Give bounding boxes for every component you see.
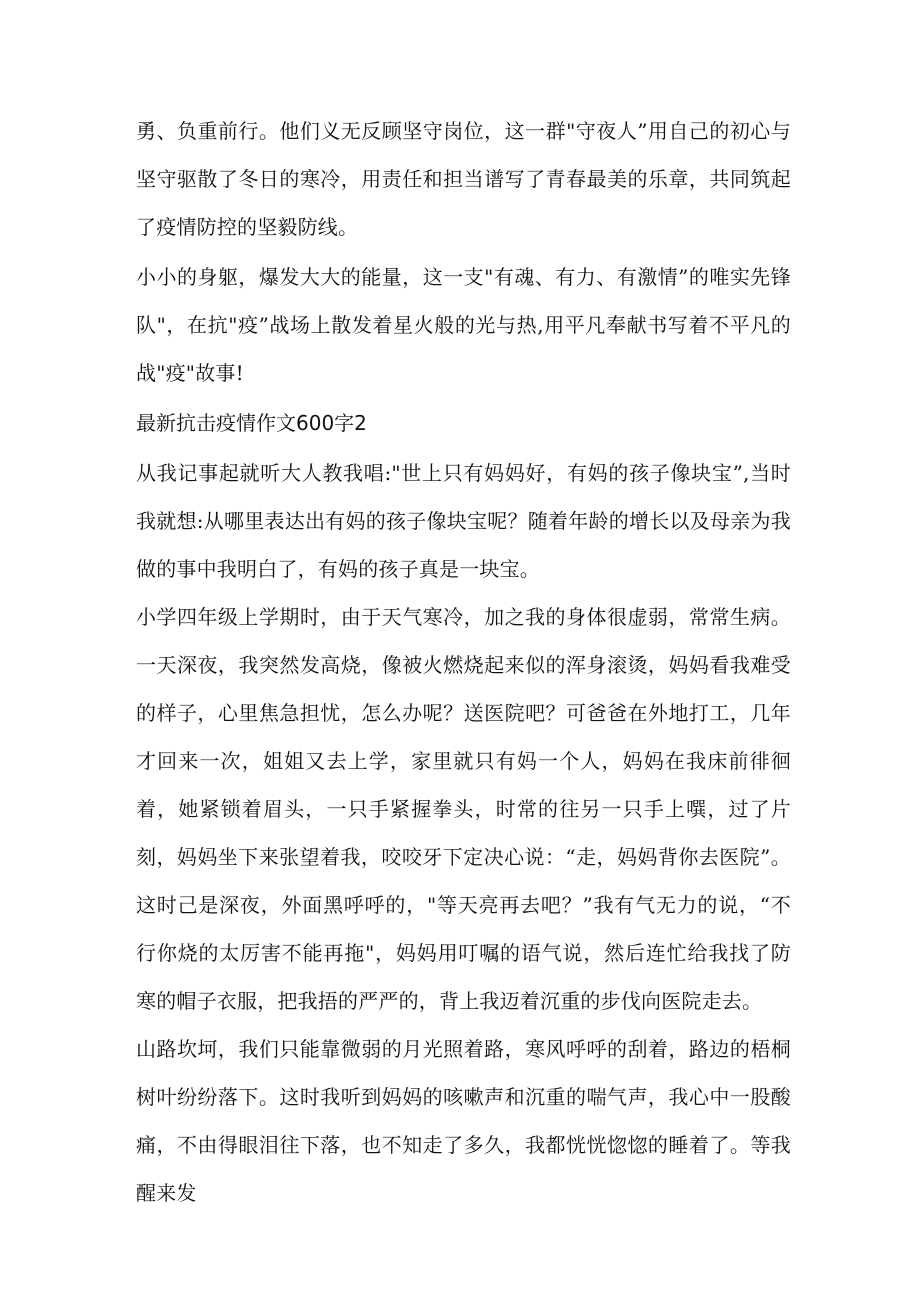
paragraph-1: 勇、负重前行。他们义无反顾坚守岗位，这一群"守夜人”用自己的初心与坚守驱散了冬日的寒冷，用责任和担当谱写了青春最美的乐章，共同筑起了疫情防控的坚毅防线。 <box>136 119 791 239</box>
section-heading: 最新抗击疫情作文600字2 <box>136 411 367 435</box>
paragraph-5: 山路坎坷，我们只能靠微弱的月光照着路，寒风呼呼的刮着，路边的梧桐树叶纷纷落下。这时我听到妈妈的咳嗽声和沉重的喘气声，我心中一股酸痛，不由得眼泪往下落，也不知走了多久，我都恍恍惚惚的睡着了。等我醒来发 <box>136 1037 791 1205</box>
paragraph-2: 小小的身躯，爆发大大的能量，这一支"有魂、有力、有激情”的唯实先锋队"，在抗"疫”战场上散发着星火般的光与热,用平凡奉献书写着不平凡的战"疫"故事! <box>136 265 791 385</box>
paragraph-4: 小学四年级上学期时，由于天气寒冷，加之我的身体很虚弱，常常生病。一天深夜，我突然发高烧，像被火燃烧起来似的浑身滚烫，妈妈看我难受的样子，心里焦急担忧，怎么办呢？送医院吧？可爸爸在外地打工，几年才回来一次，姐姐又去上学，家里就只有妈一个人，妈妈在我床前徘徊着，她紧锁着眉头，一只手紧握拳头，时常的往另一只手上噀，过了片刻，妈妈坐下来张望着我，咬咬牙下定决心说：“走，妈妈背你去医院”。这时己是深夜，外面黑呼呼的，"等天亮再去吧？”我有气无力的说，“不行你烧的太厉害不能再拖"，妈妈用叮嘱的语气说，然后连忙给我找了防寒的帽子衣服，把我捂的严严的，背上我迈着沉重的步伐向医院走去。 <box>136 605 791 1013</box>
paragraph-3: 从我记事起就听大人教我唱:"世上只有妈妈好，有妈的孩子像块宝”,当时我就想:从哪里表达出有妈的孩子像块宝呢？随着年龄的增长以及母亲为我做的事中我明白了，有妈的孩子真是一块宝。 <box>136 461 791 581</box>
